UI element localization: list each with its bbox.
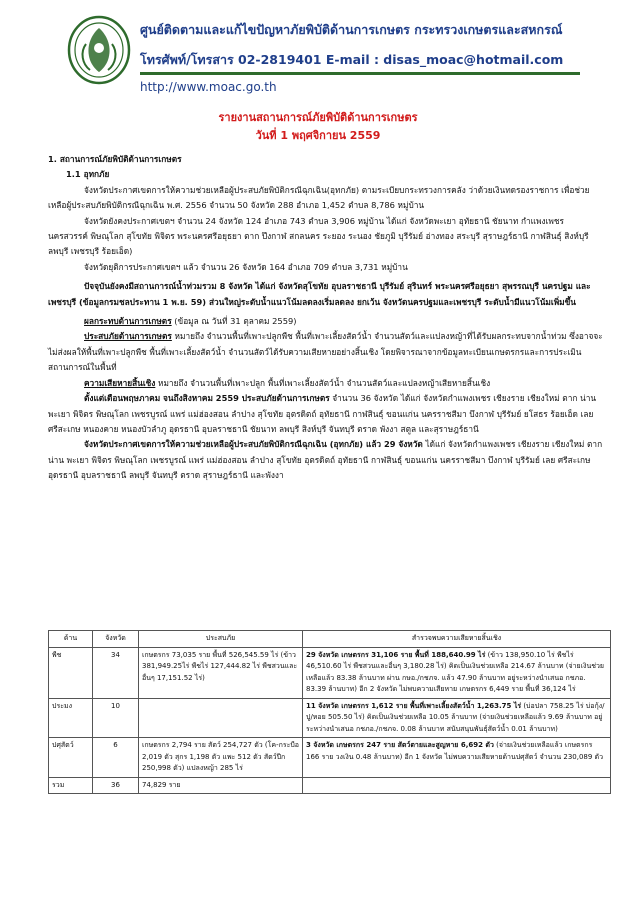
col-header-affected: ประสบภัย [139,631,303,648]
cell-damage [303,698,611,738]
paragraph-ended: จังหวัดยุติการประกาศเขตฯ แล้ว จำนวน 26 จังหวัด 164 อำเภอ 709 ตำบล 3,731 หมู่บ้าน [84,261,408,272]
cell-affected [139,698,303,738]
letterhead [0,0,636,104]
damage-detail: (ข้าว 138,950.10 ไร่ พืชไร่ 46,510.60 ไร่ พืชสวนและอื่นๆ 3,180.28 ไร่) คิดเป็นเงินช่วยเหลือ 214.67 ล้านบาท (จ่ายเงินช่วยเหลือแล้ว 83.38 ล้านบาท ผ่าน กษอ./กชภจ. แล้ว 47.90 ล้านบาท อยู่ระหว่างนำเสนอ กชภอ. 83.39 ล้านบาท) อีก 2 จังหวัด ไม่พบความเสียหาย เกษตรกร 6,449 ราย พื้นที่ 36,124 ไร่ [306,650,605,693]
cell-affected: เกษตรกร 2,794 ราย สัตว์ 254,727 ตัว (โค-กระบือ 2,019 ตัว สุกร 1,198 ตัว แพะ 512 ตัว สัตว์ปีก 250,998 ตัว) แปลงหญ้า 285 ไร่ [139,738,303,778]
col-header-area: ด้าน [49,631,93,648]
ministry-seal-icon [66,14,132,86]
impact-date: (ข้อมูล ณ วันที่ 31 ตุลาคม 2559) [171,316,297,327]
table-total-row [49,777,611,794]
cell-area: พืช [49,647,93,698]
paragraph-ongoing: จังหวัดยังคงประกาศเขตฯ จำนวน 24 จังหวัด 124 อำเภอ 743 ตำบล 3,906 หมู่บ้าน ได้แก่ จังหวัดพะเยา อุทัยธานี ชัยนาท กำแพงเพชร นครสวรรค์ พิษณุโลก สุโขทัย พิจิตร พระนครศรีอยุธยา ตาก ปึงกาฬ สกลนคร ระยอง ระนอง ชัยภูมิ บุรีรัมย์ อ่างทอง สระบุรี สุราษฎร์ธานี กาฬสินธุ์ สิงห์บุรี ลพบุรี เพชรบุรี ร้อยเอ็ด) [48,215,589,257]
cell-damage [303,738,611,778]
cell-area: รวม [49,777,93,794]
report-date: วันที่ 1 พฤศจิกายน 2559 [255,129,381,142]
damage-summary: 29 จังหวัด เกษตรกร 31,106 ราย พื้นที่ 188,640.99 ไร่ [306,650,486,659]
paragraph-damage-def [48,376,604,391]
affected-provinces-label: ตั้งแต่เดือนพฤษภาคม จนถึงสิงหาคม 2559 ประสบภัยด้านการเกษตร [84,393,330,404]
cell-provinces: 10 [93,698,139,738]
cell-damage [303,777,611,794]
damage-detail: (บ่อปลา 758.25 ไร่ บ่อกุ้ง/ปู/หอย 505.50 ไร่) คิดเป็นเงินช่วยเหลือ 10.05 ล้านบาท (จ่ายเงินช่วยเหลือแล้ว 9.69 ล้านบาท อยู่ระหว่างนำเสนอ กชภอ./กชภจ. 0.08 ล้านบาท สนับสนุนพันธุ์สัตว์น้ำ 0.01 ล้านบาท) [306,701,605,733]
paragraph-current-flood: ปัจจุบันยังคงมีสถานการณ์น้ำท่วมรวม 8 จังหวัด ได้แก่ จังหวัดสุโขทัย อุบลราชธานี บุรีรัมย์ สุรินทร์ พระนครศรีอยุธยา สุพรรณบุรี นครปฐม และเพชรบุรี (ข้อมูลกรมชลประทาน 1 พ.ย. 59) ส่วนใหญ่ระดับน้ำแนวโน้มลดลงเริ่มลดลง ยกเว้น จังหวัดนครปฐมและเพชรบุรี ระดับน้ำมีแนวโน้มเพิ่มขึ้น [48,281,591,307]
header-divider [140,72,580,75]
damage-def-text: หมายถึง จำนวนพื้นที่เพาะปลูก พื้นที่เพาะเลี้ยงสัตว์น้ำ จำนวนสัตว์และแปลงหญ้าเสียหายสิ้นเชิง [155,377,491,388]
table-header-row [49,631,611,648]
section-heading: 1. สถานการณ์ภัยพิบัติด้านการเกษตร [48,154,182,164]
col-header-damage: สำรวจพบความเสียหายสิ้นเชิง [303,631,611,648]
report-title: รายงานสถานการณ์ภัยพิบัติด้านการเกษตร [218,111,418,124]
declared-provinces-label: จังหวัดประกาศเขตการให้ความช่วยเหลือผู้ประสบภัยพิบัติกรณีฉุกเฉิน (อุทกภัย) แล้ว 29 จังหวัด [84,439,423,450]
paragraph-declared-provinces [48,437,604,483]
declared-provinces-text: ได้แก่ จังหวัดกำแพงเพชร เชียงราย เชียงใหม่ ตาก น่าน พะเยา พิจิตร พิษณุโลก เพชรบูรณ์ แพร่ แม่ฮ่องสอน ลำปาง สุโขทัย อุตรดิตถ์ อุทัยธานี กาฬสินธุ์ ขอนแก่น นครราชสีมา บึงกาฬ บุรีรัมย์ เลย ศรีสะเกษ อุดรธานี อุบลราชธานี ลพบุรี จันทบุรี ตราด สุราษฎร์ธานี และพังงา [48,439,603,481]
paragraph-impact [48,314,604,329]
table-row [49,647,611,698]
damage-table [48,630,611,794]
cell-affected: เกษตรกร 73,035 ราย พื้นที่ 526,545.59 ไร่ (ข้าว 381,949.25ไร่ พืชไร่ 127,444.82 ไร่ พืชสวนและอื่นๆ 17,151.52 ไร่) [139,647,303,698]
website-link[interactable]: http://www.moac.go.th [140,80,277,94]
cell-provinces: 6 [93,738,139,778]
cell-damage [303,647,611,698]
cell-area: ปศุสัตว์ [49,738,93,778]
damage-detail: (จ่ายเงินช่วยเหลือแล้ว เกษตรกร 166 ราย วงเงิน 0.48 ล้านบาท) อีก 1 จังหวัด ไม่พบความเสียหายด้านปศุสัตว์ จำนวน 230,089 ตัว [306,741,604,761]
table-row [49,698,611,738]
damage-def-label: ความเสียหายสิ้นเชิง [84,377,156,388]
cell-affected: 74,829 ราย [139,777,303,794]
paragraph-affected-provinces [48,391,604,437]
paragraph-declared: จังหวัดประกาศเขตการให้ความช่วยเหลือผู้ประสบภัยพิบัติกรณีฉุกเฉิน(อุทกภัย) ตามระเบียบกระทรวงการคลัง ว่าด้วยเงินทดรองราชการ เพื่อช่วยเหลือผู้ประสบภัยพิบัติกรณีฉุกเฉิน พ.ศ. 2556 จำนวน 50 จังหวัด 288 อำเภอ 1,452 ตำบล 8,786 หมู่บ้าน [48,184,590,211]
impact-label: ผลกระทบด้านการเกษตร [84,316,172,327]
report-body [48,152,604,484]
contact-line: โทรศัพท์/โทรสาร 02-2819401 E-mail : disas_moac@hotmail.com [140,52,564,67]
cell-provinces: 36 [93,777,139,794]
col-header-provinces: จังหวัด [93,631,139,648]
cell-provinces: 34 [93,647,139,698]
affected-def-text: หมายถึง จำนวนพื้นที่เพาะปลูกพืช พื้นที่เพาะเลี้ยงสัตว์น้ำ จำนวนสัตว์และแปลงหญ้าที่ได้รับผลกระทบจากน้ำท่วม ซึ่งอาจจะไม่ส่งผลให้พื้นที่เพาะปลูกพืช พื้นที่เพาะเลี้ยงสัตว์น้ำ จำนวนสัตว์ได้รับความเสียหายอย่างสิ้นเชิง โดยพิจารณาจากข้อมูลทะเบียนเกษตรกรและการประเมินสถานการณ์ในพื้นที่ [48,331,603,373]
table-row [49,738,611,778]
cell-area: ประมง [49,698,93,738]
paragraph-affected-def [48,329,604,375]
affected-def-label: ประสบภัยด้านการเกษตร [84,331,172,342]
agency-name: ศูนย์ติดตามและแก้ไขปัญหาภัยพิบัติด้านการเกษตร กระทรวงเกษตรและสหกรณ์ [140,22,563,37]
damage-summary: 3 จังหวัด เกษตรกร 247 ราย สัตว์ตายและสูญหาย 6,692 ตัว [306,741,494,749]
damage-summary: 11 จังหวัด เกษตรกร 1,612 ราย พื้นที่เพาะเลี้ยงสัตว์น้ำ 1,263.75 ไร่ [306,701,522,710]
subsection-heading: 1.1 อุทกภัย [66,169,110,180]
affected-provinces-text: จำนวน 36 จังหวัด ได้แก่ จังหวัดกำแพงเพชร เชียงราย เชียงใหม่ ตาก น่าน พะเยา พิจิตร พิษณุโลก เพชรบูรณ์ แพร่ แม่ฮ่องสอน ลำปาง สุโขทัย อุตรดิตถ์ อุทัยธานี กาฬสินธุ์ ขอนแก่น นครราชสีมา บึงกาฬ บุรีรัมย์ ยโสธร ร้อยเอ็ด เลย ศรีสะเกษ หนองคาย หนองบัวลำภู อุดรธานี อุบลราชธานี ชัยนาท ลพบุรี สิงห์บุรี จันทบุรี ตราด พังงา สตูล และสุราษฎร์ธานี [48,393,597,434]
